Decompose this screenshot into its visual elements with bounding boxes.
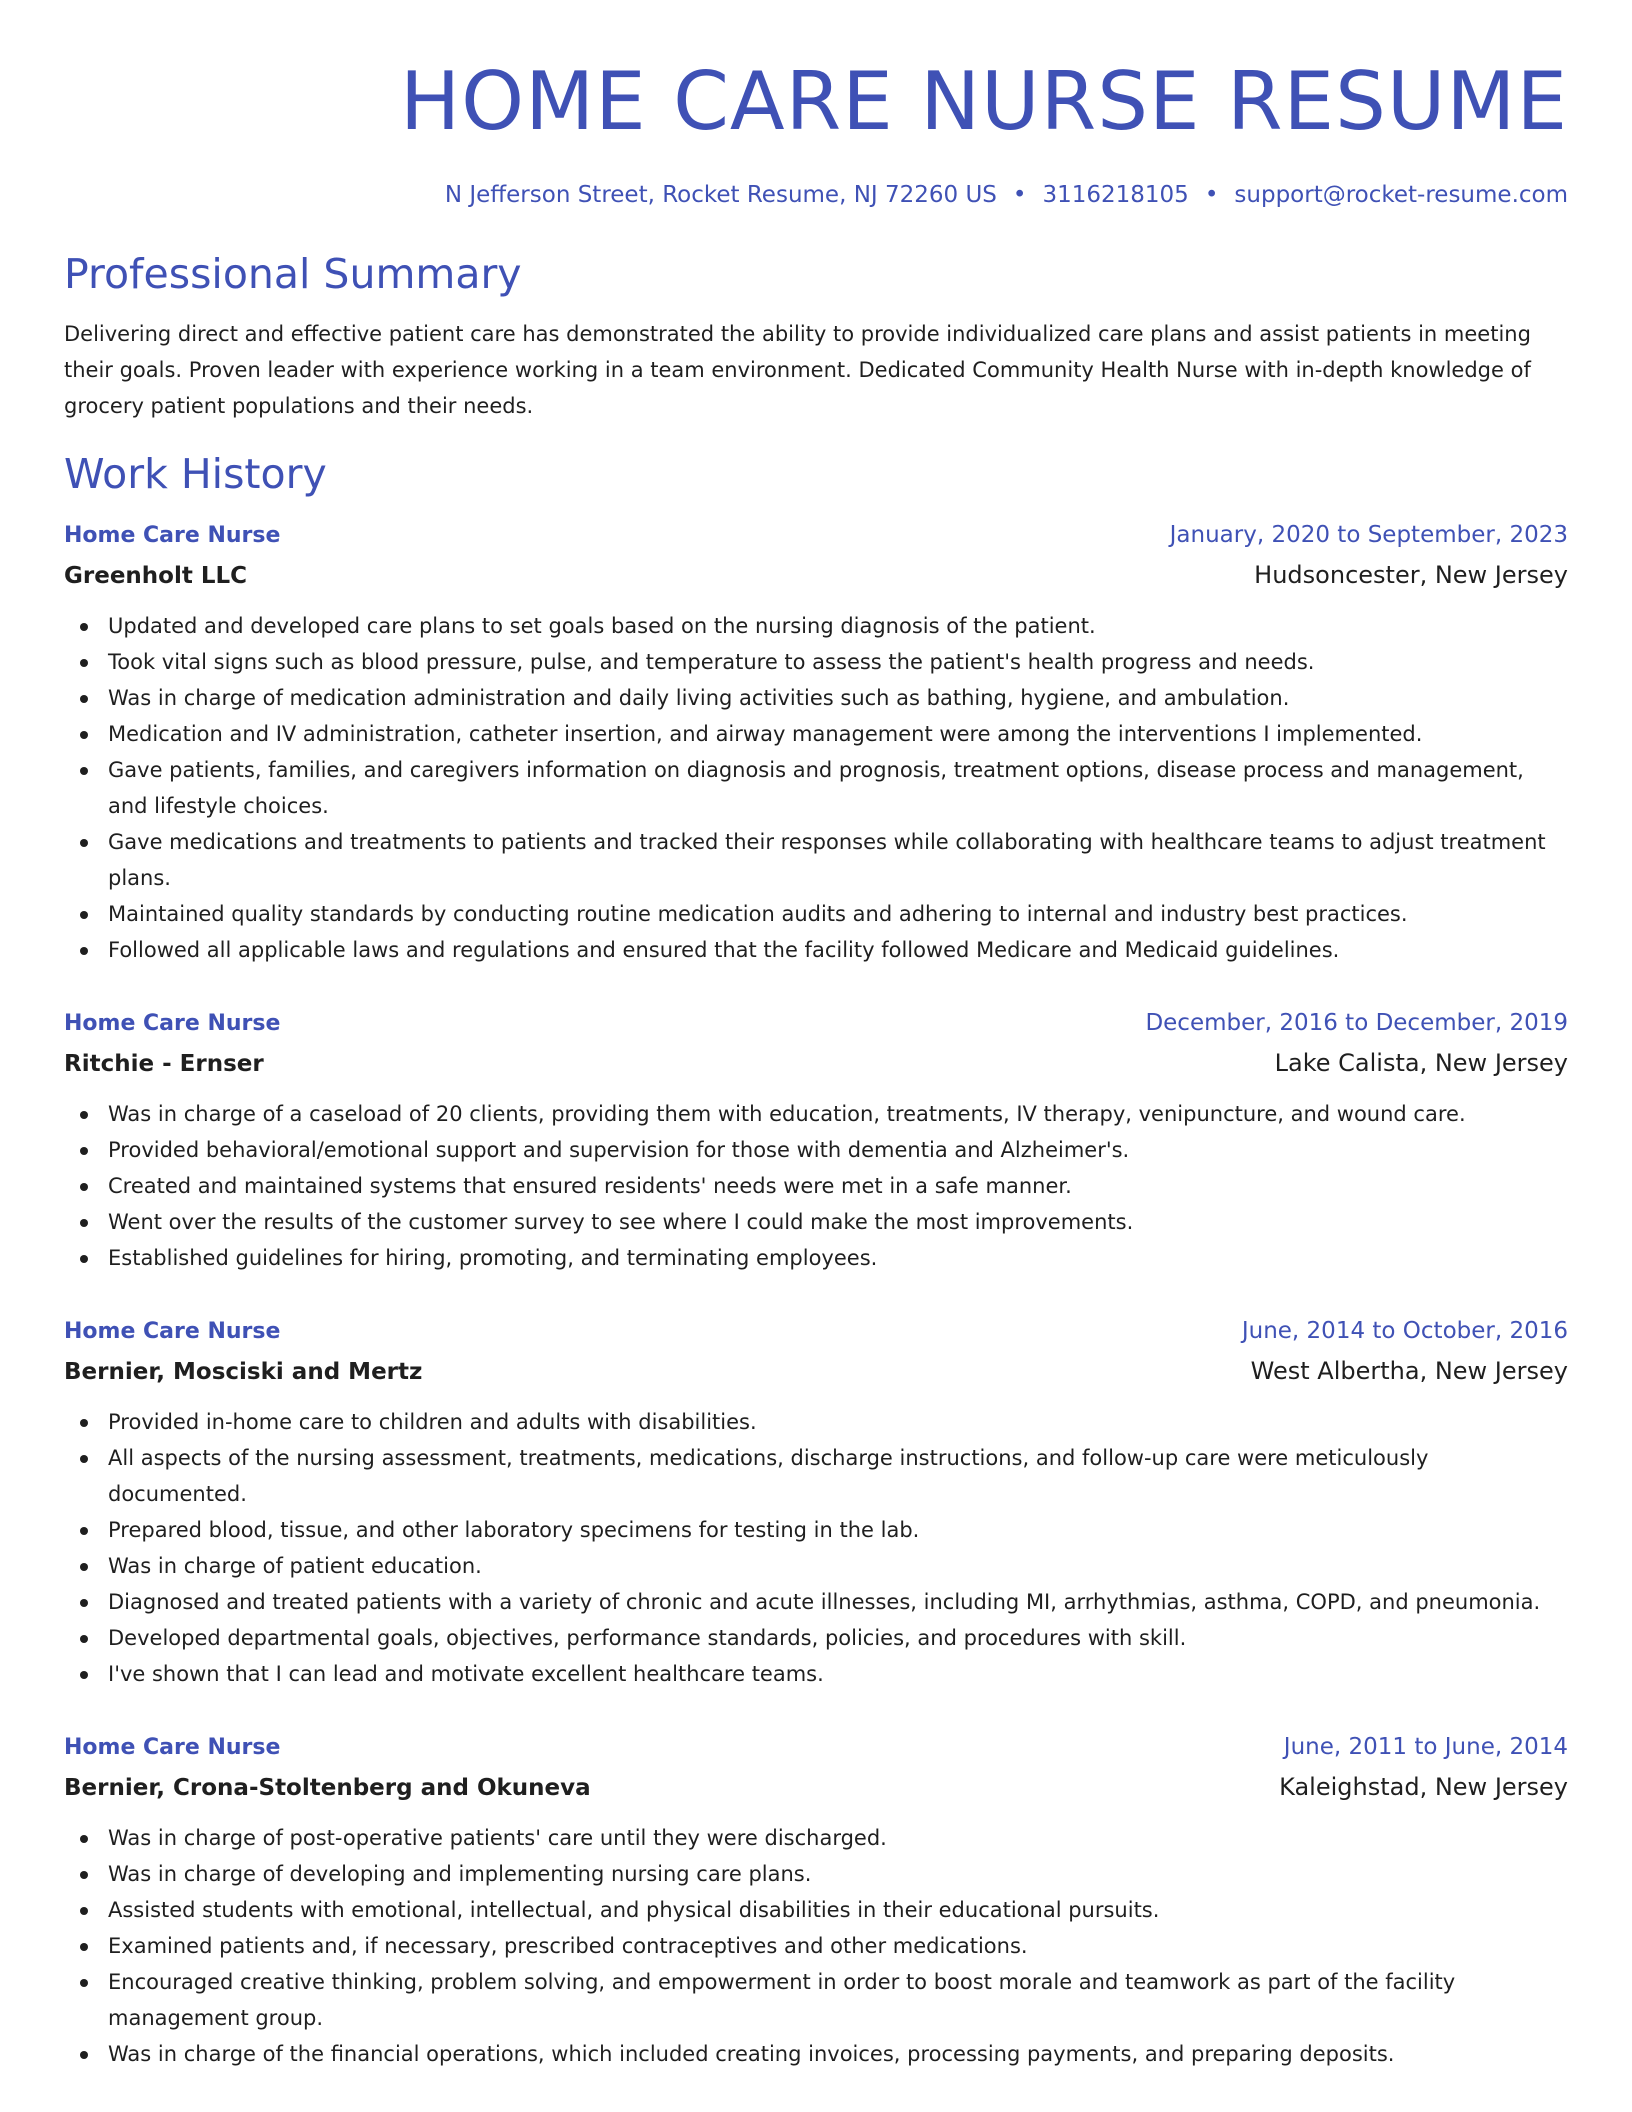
job-title: Home Care Nurse xyxy=(64,1735,281,1760)
job-duty-item: Examined patients and, if necessary, prescribed contraceptives and other medications. xyxy=(64,1928,1568,1964)
job-header-row xyxy=(64,516,1568,555)
job-duty-item: Followed all applicable laws and regulations and ensured that the facility followed Medicare and Medicaid guidelines. xyxy=(64,932,1568,968)
resume-title: HOME CARE NURSE RESUME xyxy=(399,55,1568,148)
job-company: Bernier, Mosciski and Mertz xyxy=(64,1359,423,1385)
job-duties-list xyxy=(64,1404,1568,1692)
job-duty-item: Maintained quality standards by conducting routine medication audits and adhering to internal and industry best practices. xyxy=(64,896,1568,932)
job-title: Home Care Nurse xyxy=(64,1011,281,1036)
job-header-row xyxy=(64,1312,1568,1351)
job-duty-item: Was in charge of patient education. xyxy=(64,1548,1568,1584)
job-entry xyxy=(64,516,1568,968)
contact-separator: • xyxy=(1012,182,1027,208)
job-duty-item: Created and maintained systems that ensured residents' needs were met in a safe manner. xyxy=(64,1168,1568,1204)
contact-phone: 3116218105 xyxy=(1042,182,1189,208)
job-company-row xyxy=(64,555,1568,596)
job-header-row xyxy=(64,1004,1568,1043)
contact-line xyxy=(64,180,1568,210)
job-duty-item: Established guidelines for hiring, promoting, and terminating employees. xyxy=(64,1240,1568,1276)
job-title: Home Care Nurse xyxy=(64,523,281,548)
job-duty-item: I've shown that I can lead and motivate excellent healthcare teams. xyxy=(64,1656,1568,1692)
job-duty-item: Was in charge of the financial operations, which included creating invoices, processing payments, and preparing deposits. xyxy=(64,2036,1568,2072)
job-duty-item: Took vital signs such as blood pressure, pulse, and temperature to assess the patient's health progress and needs. xyxy=(64,644,1568,680)
job-duty-item: Was in charge of medication administration and daily living activities such as bathing, hygiene, and ambulation. xyxy=(64,680,1568,716)
contact-address: N Jefferson Street, Rocket Resume, NJ 72260 US xyxy=(444,182,997,208)
job-duty-item: Encouraged creative thinking, problem solving, and empowerment in order to boost morale and teamwork as part of the facility management group. xyxy=(64,1964,1568,2036)
job-company: Greenholt LLC xyxy=(64,563,248,589)
job-duty-item: Prepared blood, tissue, and other laboratory specimens for testing in the lab. xyxy=(64,1512,1568,1548)
job-duty-item: Updated and developed care plans to set goals based on the nursing diagnosis of the patient. xyxy=(64,608,1568,644)
job-duties-list xyxy=(64,1096,1568,1276)
job-location: Hudsoncester, New Jersey xyxy=(1254,561,1568,589)
job-company: Ritchie - Ernser xyxy=(64,1051,264,1077)
job-company-row xyxy=(64,1043,1568,1084)
job-dates: June, 2011 to June, 2014 xyxy=(1283,1734,1568,1760)
job-duty-item: Gave patients, families, and caregivers information on diagnosis and prognosis, treatment options, disease process and management, and lifestyle choices. xyxy=(64,752,1568,824)
job-entry xyxy=(64,1728,1568,2072)
summary-text: Delivering direct and effective patient care has demonstrated the ability to provide individualized care plans and assist patients in meeting their goals. Proven leader with experience working in a team environment. Dedicated Community Health Nurse with in-depth knowledge of grocery patient populations and their needs. xyxy=(64,322,1531,418)
contact-separator: • xyxy=(1204,182,1219,208)
job-entry xyxy=(64,1004,1568,1276)
job-duty-item: Medication and IV administration, catheter insertion, and airway management were among the interventions I implemented. xyxy=(64,716,1568,752)
job-header-row xyxy=(64,1728,1568,1767)
job-duty-item: All aspects of the nursing assessment, treatments, medications, discharge instructions, and follow-up care were meticulously documented. xyxy=(64,1440,1568,1512)
job-dates: June, 2014 to October, 2016 xyxy=(1241,1318,1568,1344)
job-entry xyxy=(64,1312,1568,1692)
job-duty-item: Diagnosed and treated patients with a variety of chronic and acute illnesses, including MI, arrhythmias, asthma, COPD, and pneumonia. xyxy=(64,1584,1568,1620)
job-location: Lake Calista, New Jersey xyxy=(1274,1049,1568,1077)
summary-heading: Professional Summary xyxy=(64,250,522,298)
job-duty-item: Was in charge of developing and implementing nursing care plans. xyxy=(64,1856,1568,1892)
work-history-list xyxy=(64,516,1568,2072)
job-duty-item: Was in charge of a caseload of 20 clients, providing them with education, treatments, IV therapy, venipuncture, and wound care. xyxy=(64,1096,1568,1132)
job-duties-list xyxy=(64,608,1568,968)
job-duty-item: Gave medications and treatments to patients and tracked their responses while collaborating with healthcare teams to adjust treatment plans. xyxy=(64,824,1568,896)
resume-page xyxy=(64,50,1568,2072)
contact-email[interactable]: support@rocket-resume.com xyxy=(1234,182,1568,208)
job-dates: December, 2016 to December, 2019 xyxy=(1145,1010,1568,1036)
job-dates: January, 2020 to September, 2023 xyxy=(1169,522,1568,548)
job-duty-item: Was in charge of post-operative patients' care until they were discharged. xyxy=(64,1820,1568,1856)
job-company: Bernier, Crona-Stoltenberg and Okuneva xyxy=(64,1775,591,1801)
job-company-row xyxy=(64,1767,1568,1808)
job-duty-item: Provided in-home care to children and adults with disabilities. xyxy=(64,1404,1568,1440)
work-history-heading: Work History xyxy=(64,450,327,498)
job-duties-list xyxy=(64,1820,1568,2072)
job-duty-item: Provided behavioral/emotional support and supervision for those with dementia and Alzheimer's. xyxy=(64,1132,1568,1168)
job-location: Kaleighstad, New Jersey xyxy=(1279,1773,1568,1801)
job-company-row xyxy=(64,1351,1568,1392)
job-duty-item: Assisted students with emotional, intellectual, and physical disabilities in their educational pursuits. xyxy=(64,1892,1568,1928)
job-duty-item: Went over the results of the customer survey to see where I could make the most improvements. xyxy=(64,1204,1568,1240)
job-location: West Albertha, New Jersey xyxy=(1250,1357,1568,1385)
job-duty-item: Developed departmental goals, objectives, performance standards, policies, and procedures with skill. xyxy=(64,1620,1568,1656)
job-title: Home Care Nurse xyxy=(64,1319,281,1344)
